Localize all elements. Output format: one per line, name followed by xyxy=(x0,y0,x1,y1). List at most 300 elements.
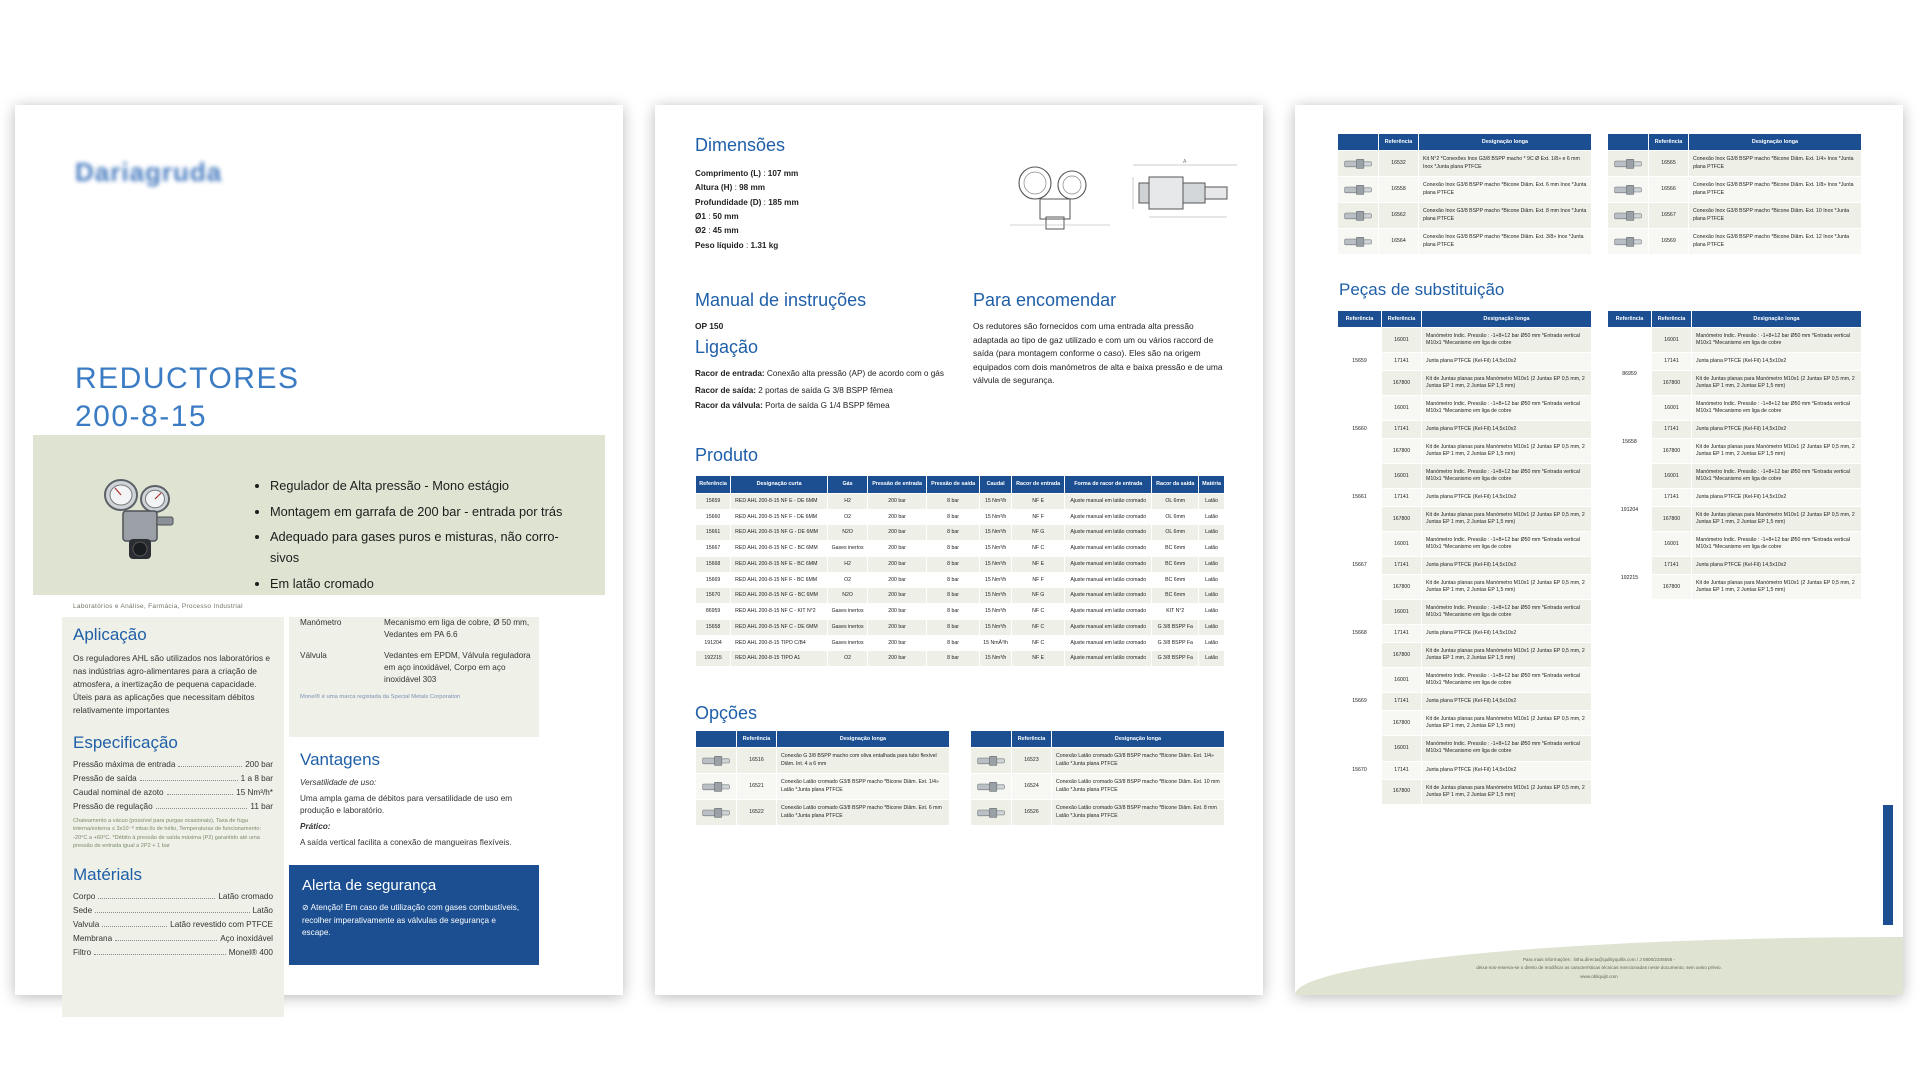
table-cell: 167800 xyxy=(1382,643,1422,668)
table-cell: Latão xyxy=(1199,525,1225,541)
table-cell: 16566 xyxy=(1649,177,1689,203)
component-value: Vedantes em EPDM, Válvula reguladora em aço inoxidável, Corpo em aço inoxidável 303 xyxy=(384,650,531,685)
spec-row xyxy=(73,760,273,769)
aplicacao-text: Os reguladores AHL são utilizados nos laboratórios e nas indústrias agro-alimentares para a criação de atmosfera, a inertização de pequena capacidade. Úteis para as aplicações que necessitam débitos relativamente importantes xyxy=(73,653,271,716)
table-cell: 167800 xyxy=(1652,575,1692,600)
material-value: Latão revestido com PTFCE xyxy=(170,919,273,929)
table-row xyxy=(1608,557,1862,575)
table-cell: 8 bar xyxy=(927,651,980,667)
material-row xyxy=(73,906,273,915)
page-title xyxy=(75,360,299,435)
technical-drawing-front xyxy=(1000,155,1120,235)
table-row xyxy=(971,774,1225,800)
footer-line-1: Para mais informações : linha.directa@quilityquilla.com / J 0800/2345555 - xyxy=(1522,957,1676,963)
table-cell: 192215 xyxy=(696,651,731,667)
table-cell: NF E xyxy=(1012,651,1065,667)
table-cell: RED AHL 200-8-15 NF E - BC 6MM xyxy=(731,556,828,572)
table-row xyxy=(1608,489,1862,507)
table-row xyxy=(1608,151,1862,177)
table-cell: 200 bar xyxy=(868,572,927,588)
table-cell: Junta plana PTFCE (Kel-Fil) 14,5x10x2 xyxy=(1422,421,1592,439)
table-cell: Ajuste manual em latão cromado xyxy=(1065,509,1152,525)
column-header xyxy=(1608,134,1649,151)
table-cell: 8 bar xyxy=(927,541,980,557)
column-header: Designação longa xyxy=(1422,311,1592,328)
page-accent-bar xyxy=(1883,805,1893,925)
group-reference-cell: 15670 xyxy=(1338,736,1382,804)
column-header: Caudal xyxy=(980,476,1012,494)
table-cell: 16567 xyxy=(1649,203,1689,229)
spec-label: Pressão máxima de entrada xyxy=(73,760,176,770)
dot-leader xyxy=(102,926,167,927)
table-header-row xyxy=(1338,134,1592,151)
table-cell: BC 6mm xyxy=(1152,556,1199,572)
table-cell: Conexão Inox G3/8 BSPP macho *Bicone Diâm. Ext. 12 Inox *Junta plana PTFCE xyxy=(1689,229,1862,255)
material-label: Valvula xyxy=(73,919,100,929)
table-cell: Conexão Inox G3/8 BSPP macho *Bicone Diâm. Ext. 1/4» Inox *Junta plana PTFCE xyxy=(1689,151,1862,177)
table-cell: 16001 xyxy=(1382,328,1422,353)
table-cell: RED AHL 200-8-15 NF F - BC 6MM xyxy=(731,572,828,588)
table-cell: Manómetro Indic. Pressão : -1+8+12 bar Ø50 mm *Entrada vertical M10x1 *Mecanismo em liga de cobre xyxy=(1692,532,1862,557)
table-cell: 15661 xyxy=(696,525,731,541)
component-key: Manómetro xyxy=(300,618,342,627)
table-cell: Junta plana PTFCE (Kel-Fil) 14,5x10x2 xyxy=(1422,557,1592,575)
table-cell: RED AHL 200-8-15 NF E - DE 6MM xyxy=(731,493,828,509)
image-caption: Laboratórios e Análise, Farmácia, Processo Industrial xyxy=(73,603,243,610)
vantagem-head: Prático: xyxy=(300,822,331,832)
table-cell: Conexão G 3/8 BSPP macho com oliva entalhada para tubo flexível Diâm. Int. 4 a 6 mm xyxy=(777,748,950,774)
column-header: Gás xyxy=(828,476,868,494)
table-cell: Conexão Inox G3/8 BSPP macho *Bicone Diâm. Ext. 8 mm Inox *Junta plana PTFCE xyxy=(1419,203,1592,229)
table-cell: Conexão Latão cromado G3/8 BSPP macho *Bicone Diâm. Ext. 6 mm Latão *Junta plana PTFCE xyxy=(777,800,950,826)
table-cell: Kit de Juntas planas para Manómetro M10x1 (2 Juntas EP 0,5 mm, 2 Juntas EP 1 mm, 2 Juntas EP 1,5 mm) xyxy=(1422,507,1592,532)
section-heading-manual: Manual de instruções xyxy=(695,290,867,310)
table-cell: Manómetro Indic. Pressão : -1+8+12 bar Ø50 mm *Entrada vertical M10x1 *Mecanismo em liga de cobre xyxy=(1422,532,1592,557)
table-cell: Latão xyxy=(1199,635,1225,651)
spec-value: 200 bar xyxy=(245,760,273,770)
table-body xyxy=(696,493,1225,666)
fitting-icon xyxy=(1611,234,1645,249)
row-thumbnail xyxy=(696,800,737,826)
table-cell: NF G xyxy=(1012,525,1065,541)
table-cell: 15 Nm³/h xyxy=(980,525,1012,541)
table-cell: RED AHL 200-8-15 NF G - BC 6MM xyxy=(731,588,828,604)
table-cell: 16001 xyxy=(1382,396,1422,421)
section-heading-opcoes: Opções xyxy=(695,703,758,723)
table-header-row xyxy=(696,476,1225,494)
table-cell: Kit de Juntas planas para Manómetro M10x1 (2 Juntas EP 0,5 mm, 2 Juntas EP 1 mm, 2 Juntas EP 1,5 mm) xyxy=(1692,439,1862,464)
encomendar-text: Os redutores são fornecidos com uma entrada alta pressão adaptada ao tipo de gaz utilizado e com um ou vários raccord de saída (para montagem conforme o caso). Eles são na origem equipados com dois manómetros de alta e baixa pressão e de uma válvula de segurança. xyxy=(973,321,1223,386)
ligacao-row xyxy=(695,399,967,412)
table-cell: Junta plana PTFCE (Kel-Fil) 14,5x10x2 xyxy=(1422,693,1592,711)
table-cell: Conexão Latão cromado G3/8 BSPP macho *Bicone Diâm. Ext. 1/4» Latão *Junta plana PTFCE xyxy=(1052,748,1225,774)
table-cell: 17141 xyxy=(1382,353,1422,371)
table-row xyxy=(696,493,1225,509)
row-thumbnail xyxy=(1608,177,1649,203)
dimension-label: Altura (H) xyxy=(695,183,733,193)
table-cell: 167800 xyxy=(1382,575,1422,600)
table-row xyxy=(696,635,1225,651)
row-thumbnail xyxy=(1338,151,1379,177)
column-header: Designação longa xyxy=(1419,134,1592,151)
table-row xyxy=(1608,328,1862,353)
table-cell: 8 bar xyxy=(927,509,980,525)
row-thumbnail xyxy=(1338,229,1379,255)
dot-leader xyxy=(156,808,248,809)
table-cell: Ajuste manual em latão cromado xyxy=(1065,556,1152,572)
group-reference-cell: 15668 xyxy=(1338,600,1382,668)
table-row xyxy=(696,541,1225,557)
table-cell: 191204 xyxy=(696,635,731,651)
pecas-table-left xyxy=(1337,310,1592,805)
table-cell: 17141 xyxy=(1652,557,1692,575)
table-cell: Ajuste manual em latão cromado xyxy=(1065,525,1152,541)
feature-bullets xyxy=(230,476,575,600)
fitting-icon xyxy=(1341,182,1375,197)
table-header-row xyxy=(696,731,950,748)
table-row xyxy=(696,588,1225,604)
row-thumbnail xyxy=(1338,177,1379,203)
table-row xyxy=(1608,177,1862,203)
fitting-icon xyxy=(1341,208,1375,223)
table-cell: 200 bar xyxy=(868,525,927,541)
vantagem-text: A saída vertical facilita a conexão de mangueiras flexíveis. xyxy=(300,837,512,847)
fitting-icon xyxy=(1341,234,1375,249)
row-thumbnail xyxy=(971,774,1012,800)
table-cell: Junta plana PTFCE (Kel-Fil) 14,5x10x2 xyxy=(1422,353,1592,371)
table-cell: 15 Nm³/h xyxy=(980,509,1012,525)
vantagem-item xyxy=(300,821,540,834)
table-cell: RED AHL 200-8-15 TIPO A1 xyxy=(731,651,828,667)
dimension-label: Comprimento (L) xyxy=(695,169,761,178)
table-row xyxy=(1608,532,1862,557)
table-cell: RED AHL 200-8-15 NF C - KIT N°2 xyxy=(731,604,828,620)
table-cell: Gases inertos xyxy=(828,635,868,651)
table-cell: NF F xyxy=(1012,572,1065,588)
table-row xyxy=(696,800,950,826)
ligacao-row xyxy=(695,367,967,380)
table-cell: Latão xyxy=(1199,493,1225,509)
material-value: Monel® 400 xyxy=(228,947,273,957)
fitting-icon xyxy=(699,779,733,794)
table-cell: Latão xyxy=(1199,572,1225,588)
dimension-value: 45 mm xyxy=(712,226,739,236)
product-photo xyxy=(93,477,193,567)
row-thumbnail xyxy=(696,774,737,800)
group-reference-cell: 15661 xyxy=(1338,464,1382,532)
pecas-table-left-wrap xyxy=(1337,310,1592,805)
table-cell: 16562 xyxy=(1379,203,1419,229)
table-cell: 200 bar xyxy=(868,588,927,604)
table-cell: 200 bar xyxy=(868,509,927,525)
table-body xyxy=(696,748,950,826)
dimension-value: 50 mm xyxy=(712,212,739,222)
table-cell: BC 6mm xyxy=(1152,541,1199,557)
column-header xyxy=(696,731,737,748)
spec-row xyxy=(73,802,273,811)
table-cell: 16001 xyxy=(1652,532,1692,557)
spec-value: 1 a 8 bar xyxy=(240,774,273,784)
table-cell: 16516 xyxy=(737,748,777,774)
material-value: Latão cromado xyxy=(218,891,273,901)
table-body xyxy=(1608,151,1862,255)
component-row xyxy=(300,650,540,687)
group-reference-cell: 192215 xyxy=(1608,557,1652,600)
table-cell: Junta plana PTFCE (Kel-Fil) 14,5x10x2 xyxy=(1422,761,1592,779)
page-3 xyxy=(1295,105,1903,995)
dimension-row: Peso líquido : 1.31 kg xyxy=(695,240,779,250)
column-header: Pressão de saída xyxy=(927,476,980,494)
manual-code: OP 150 xyxy=(695,321,724,331)
table-row xyxy=(971,748,1225,774)
fitting-icon xyxy=(1611,208,1645,223)
table-cell: 15 Nm³/h xyxy=(980,556,1012,572)
material-label: Membrana xyxy=(73,933,113,943)
opcoes-table-right xyxy=(970,730,1225,826)
table-row xyxy=(696,619,1225,635)
table-cell: Gases inertos xyxy=(828,619,868,635)
table-row xyxy=(696,525,1225,541)
produto-table-wrap xyxy=(695,475,1225,667)
table-body xyxy=(1608,328,1862,600)
table-row xyxy=(696,572,1225,588)
section-heading-especificacao: Especificação xyxy=(73,733,178,753)
group-reference-cell xyxy=(1608,532,1652,557)
table-cell: 17141 xyxy=(1382,421,1422,439)
spec-value: 15 Nm³/h* xyxy=(236,788,273,798)
material-label: Corpo xyxy=(73,891,96,901)
table-cell: Ajuste manual em latão cromado xyxy=(1065,651,1152,667)
column-header: Referência xyxy=(696,476,731,494)
footer-line-3: www.obliquijit.com xyxy=(1580,973,1618,979)
table-row xyxy=(696,556,1225,572)
table-cell: 8 bar xyxy=(927,619,980,635)
table-cell: H2 xyxy=(828,493,868,509)
section-heading-vantagens: Vantagens xyxy=(300,750,381,769)
dimension-row: Altura (H) : 98 mm xyxy=(695,183,766,193)
table-cell: Gases inertos xyxy=(828,541,868,557)
table-cell: Conexão Latão cromado G3/8 BSPP macho *Bicone Diâm. Ext. 1/4» Latão *Junta plana PTFCE xyxy=(777,774,950,800)
ligacao-value: Porta de saída G 1/4 BSPP fêmea xyxy=(765,401,890,411)
table-cell: BC 6mm xyxy=(1152,588,1199,604)
table-row xyxy=(1608,421,1862,439)
table-cell: Latão xyxy=(1199,588,1225,604)
table-cell: 16564 xyxy=(1379,229,1419,255)
table-cell: NF C xyxy=(1012,541,1065,557)
dot-leader xyxy=(115,940,217,941)
table-header-row xyxy=(1608,134,1862,151)
spec-label: Caudal nominal de azoto xyxy=(73,788,164,798)
group-reference-cell: 15669 xyxy=(1338,668,1382,736)
table-cell: Ajuste manual em latão cromado xyxy=(1065,619,1152,635)
table-cell: RED AHL 200-8-15 NF C - BC 6MM xyxy=(731,541,828,557)
table-cell: 15668 xyxy=(696,556,731,572)
table-cell: Ajuste manual em latão cromado xyxy=(1065,572,1152,588)
table-cell: NF C xyxy=(1012,619,1065,635)
table-cell: 16001 xyxy=(1652,328,1692,353)
table-cell: O2 xyxy=(828,509,868,525)
table-cell: N2O xyxy=(828,588,868,604)
table-cell: 167800 xyxy=(1652,439,1692,464)
table-cell: O2 xyxy=(828,572,868,588)
spec-label: Pressão de saída xyxy=(73,774,137,784)
section-heading-encomendar: Para encomendar xyxy=(973,290,1117,310)
table-cell: 16001 xyxy=(1382,532,1422,557)
dot-leader xyxy=(94,954,226,955)
dot-leader xyxy=(178,766,242,767)
brand-logo: Dariagruda xyxy=(75,157,223,187)
table-cell: Junta plana PTFCE (Kel-Fil) 14,5x10x2 xyxy=(1422,489,1592,507)
dimension-row: Ø2 : 45 mm xyxy=(695,226,739,236)
table-cell: 8 bar xyxy=(927,635,980,651)
product-title-line2: 200-8-15 xyxy=(75,399,208,433)
feature-bullet: • Regulador de Alta pressão - Mono estágio xyxy=(270,476,575,497)
table-cell: 17141 xyxy=(1382,557,1422,575)
feature-bullet: • Em latão cromado xyxy=(270,574,575,595)
ligacao-row xyxy=(695,384,967,397)
table-cell: 15 NmÂ³/h xyxy=(980,635,1012,651)
table-cell: 8 bar xyxy=(927,588,980,604)
table-cell: 17141 xyxy=(1652,353,1692,371)
table-cell: 17141 xyxy=(1652,489,1692,507)
feature-bullet: • Adequado para gases puros e misturas, não corro-sivos xyxy=(270,527,575,568)
table-cell: NF E xyxy=(1012,556,1065,572)
safety-alert-title: Alerta de segurança xyxy=(302,877,437,894)
table-cell: Kit N°2 *Conexões Inox G3/8 BSPP macho * 9C Ø Ext. 1/8» e 6 mm Inox *Junta plana PTFCE xyxy=(1419,151,1592,177)
table-cell: Conexão Latão cromado G3/8 BSPP macho *Bicone Diâm. Ext. 10 mm Latão *Junta plana PTFCE xyxy=(1052,774,1225,800)
especificacao-rows xyxy=(73,760,273,811)
column-header: Designação longa xyxy=(1689,134,1862,151)
table-row xyxy=(1338,464,1592,489)
table-row xyxy=(1338,203,1592,229)
ligacao-rows xyxy=(695,367,967,412)
ligacao-label: Racor da válvula: xyxy=(695,401,763,411)
group-reference-cell: 15659 xyxy=(1338,328,1382,396)
table-cell: 15 Nm³/h xyxy=(980,541,1012,557)
table-cell: Latão xyxy=(1199,556,1225,572)
table-cell: Junta plana PTFCE (Kel-Fil) 14,5x10x2 xyxy=(1422,625,1592,643)
dimension-label: Profundidade (D) xyxy=(695,197,762,207)
table-cell: 16001 xyxy=(1382,736,1422,761)
group-reference-cell: 15667 xyxy=(1338,532,1382,600)
table-cell: Manómetro Indic. Pressão : -1+8+12 bar Ø50 mm *Entrada vertical M10x1 *Mecanismo em liga de cobre xyxy=(1692,328,1862,353)
table-cell: Conexão Inox G3/8 BSPP macho *Bicone Diâm. Ext. 10 Inox *Junta plana PTFCE xyxy=(1689,203,1862,229)
table-row xyxy=(1608,396,1862,421)
table-cell: 15658 xyxy=(696,619,731,635)
footer-text xyxy=(1295,956,1903,981)
group-reference-cell xyxy=(1608,464,1652,489)
column-header xyxy=(971,731,1012,748)
table-cell: NF E xyxy=(1012,493,1065,509)
table-cell: Manómetro Indic. Pressão : -1+8+12 bar Ø50 mm *Entrada vertical M10x1 *Mecanismo em liga de cobre xyxy=(1422,600,1592,625)
table-cell: 15 Nm³/h xyxy=(980,619,1012,635)
fitting-icon xyxy=(1611,182,1645,197)
dimension-value: 98 mm xyxy=(739,183,766,193)
row-thumbnail xyxy=(1608,203,1649,229)
column-header: Pressão de entrada xyxy=(868,476,927,494)
table-body xyxy=(1338,328,1592,805)
table-cell: 16001 xyxy=(1652,464,1692,489)
table-header-row xyxy=(1608,311,1862,328)
table-cell: Kit de Juntas planas para Manómetro M10x1 (2 Juntas EP 0,5 mm, 2 Juntas EP 1 mm, 2 Juntas EP 1,5 mm) xyxy=(1422,371,1592,396)
fitting-icon xyxy=(1341,156,1375,171)
feature-bullet: • Montagem em garrafa de 200 bar - entrada por trás xyxy=(270,502,575,523)
table-row xyxy=(1338,736,1592,761)
table-cell: Ajuste manual em latão cromado xyxy=(1065,493,1152,509)
left-column xyxy=(73,625,273,962)
table-cell: BC 6mm xyxy=(1152,572,1199,588)
table-cell: 15660 xyxy=(696,509,731,525)
table-cell: 167800 xyxy=(1652,507,1692,532)
table-cell: Gases inertos xyxy=(828,604,868,620)
table-cell: Kit de Juntas planas para Manómetro M10x1 (2 Juntas EP 0,5 mm, 2 Juntas EP 1 mm, 2 Juntas EP 1,5 mm) xyxy=(1422,643,1592,668)
safety-alert-box xyxy=(289,865,539,965)
table-cell: 17141 xyxy=(1382,693,1422,711)
table-cell: RED AHL 200-8-15 NF C - DE 6MM xyxy=(731,619,828,635)
component-key: Válvula xyxy=(300,650,327,660)
dimension-label: Ø1 xyxy=(695,212,706,222)
table-cell: Ajuste manual em latão cromado xyxy=(1065,635,1152,651)
material-row xyxy=(73,920,273,929)
row-thumbnail xyxy=(971,800,1012,826)
table-cell: Kit de Juntas planas para Manómetro M10x1 (2 Juntas EP 0,5 mm, 2 Juntas EP 1 mm, 2 Juntas EP 1,5 mm) xyxy=(1422,711,1592,736)
table-cell: 8 bar xyxy=(927,572,980,588)
table-cell: Conexão Inox G3/8 BSPP macho *Bicone Diâm. Ext. 3/8» Inox *Junta plana PTFCE xyxy=(1419,229,1592,255)
table-cell: 16001 xyxy=(1652,396,1692,421)
vantagem-text: Uma ampla gama de débitos para versatilidade de uso em produção e laboratório. xyxy=(300,793,513,816)
vantagens-block xyxy=(300,750,540,853)
spec-label: Pressão de regulação xyxy=(73,802,153,812)
table-cell: Kit de Juntas planas para Manómetro M10x1 (2 Juntas EP 0,5 mm, 2 Juntas EP 1 mm, 2 Juntas EP 1,5 mm) xyxy=(1692,575,1862,600)
column-header: Designação longa xyxy=(1692,311,1862,328)
table-cell: 200 bar xyxy=(868,651,927,667)
ligacao-label: Racor de entrada: xyxy=(695,369,765,378)
table-cell: NF C xyxy=(1012,635,1065,651)
table-cell: Latão xyxy=(1199,619,1225,635)
table-body xyxy=(1338,151,1592,255)
table-cell: Latão xyxy=(1199,509,1225,525)
dimension-value: 1.31 kg xyxy=(750,240,779,250)
row-thumbnail xyxy=(1338,203,1379,229)
table-row xyxy=(1608,353,1862,371)
table-cell: OL 6mm xyxy=(1152,525,1199,541)
table-row xyxy=(1338,328,1592,353)
table-row xyxy=(1338,151,1592,177)
material-label: Filtro xyxy=(73,947,92,957)
section-heading-aplicacao: Aplicação xyxy=(73,625,147,644)
top-table-left-wrap xyxy=(1337,133,1592,255)
dot-leader xyxy=(95,912,249,913)
material-value: Latão xyxy=(252,905,273,915)
group-reference-cell xyxy=(1608,328,1652,353)
table-row xyxy=(696,748,950,774)
opcoes-table-right-wrap xyxy=(970,730,1225,826)
table-row xyxy=(1608,203,1862,229)
table-cell: G 3/8 BSPP Fa xyxy=(1152,635,1199,651)
spec-row xyxy=(73,774,273,783)
table-cell: 200 bar xyxy=(868,556,927,572)
table-cell: RED AHL 200-8-15 NF F - DE 6MM xyxy=(731,509,828,525)
group-reference-cell: 15658 xyxy=(1608,421,1652,464)
top-table-right-wrap xyxy=(1607,133,1862,255)
table-cell: Ajuste manual em latão cromado xyxy=(1065,604,1152,620)
material-row xyxy=(73,948,273,957)
table-row xyxy=(971,800,1225,826)
table-cell: 8 bar xyxy=(927,604,980,620)
column-header: Referência xyxy=(1338,311,1382,328)
components-note: Monel® é uma marca registada da Special Metals Corporation xyxy=(300,694,461,701)
table-cell: 167800 xyxy=(1652,371,1692,396)
